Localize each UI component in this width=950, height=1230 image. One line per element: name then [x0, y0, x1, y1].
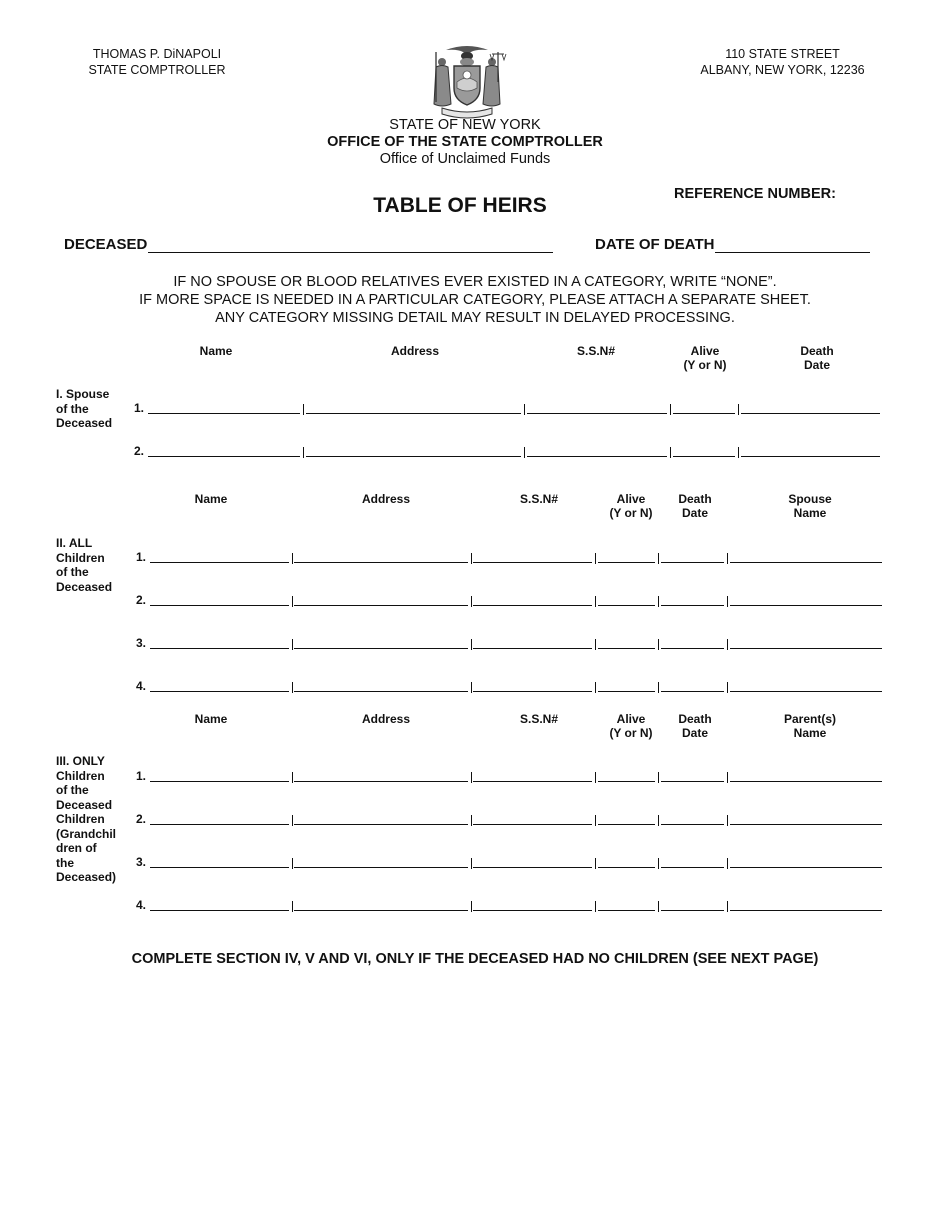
field-separator — [658, 682, 659, 693]
fill-in-field[interactable] — [741, 402, 880, 414]
new-york-state-seal-icon — [424, 42, 510, 120]
section-label-line: I. Spouse — [56, 387, 110, 401]
fill-in-field[interactable] — [148, 445, 300, 457]
column-header-line: (Y or N) — [609, 726, 653, 740]
column-header-line: Parent(s) — [783, 712, 837, 726]
field-separator — [738, 447, 739, 458]
fill-in-field[interactable] — [730, 551, 882, 563]
page-title: TABLE OF HEIRS — [373, 194, 547, 217]
fill-in-field[interactable] — [741, 445, 880, 457]
column-header — [683, 344, 726, 372]
field-separator — [738, 404, 739, 415]
office-address-block — [690, 47, 875, 78]
column-header-line: Death — [678, 712, 712, 726]
section-label-line: of the — [56, 783, 89, 797]
fill-in-field[interactable] — [150, 899, 289, 911]
field-separator — [471, 682, 472, 693]
field-separator — [595, 553, 596, 564]
fill-in-field[interactable] — [730, 770, 882, 782]
field-separator — [670, 404, 671, 415]
address-street: 110 STATE STREET — [725, 47, 840, 61]
column-header-line: (Y or N) — [609, 506, 653, 520]
column-header — [784, 712, 836, 740]
column-header — [800, 344, 833, 372]
fill-in-field[interactable] — [294, 680, 468, 692]
field-separator — [595, 815, 596, 826]
fill-in-field[interactable] — [598, 856, 655, 868]
column-header-line: S.S.N# — [519, 712, 559, 726]
fill-in-field[interactable] — [598, 551, 655, 563]
fill-in-field[interactable] — [730, 899, 882, 911]
deceased-input-line[interactable] — [148, 240, 553, 253]
deceased-label: DECEASED — [64, 236, 148, 253]
field-separator — [524, 447, 525, 458]
column-header — [609, 712, 652, 740]
fill-in-field[interactable] — [473, 813, 592, 825]
section-label-line: Children — [56, 812, 105, 826]
fill-in-field[interactable] — [661, 551, 724, 563]
field-separator — [471, 596, 472, 607]
section-label — [56, 536, 131, 594]
fill-in-field[interactable] — [598, 813, 655, 825]
field-separator — [658, 901, 659, 912]
field-separator — [595, 858, 596, 869]
column-header — [200, 344, 233, 358]
row-number: 4. — [136, 898, 147, 912]
field-separator — [727, 815, 728, 826]
fill-in-field[interactable] — [527, 402, 667, 414]
fill-in-field[interactable] — [306, 445, 521, 457]
section-label-line: of the — [56, 401, 89, 416]
row-number: 2. — [134, 444, 145, 458]
field-separator — [595, 596, 596, 607]
field-separator — [727, 639, 728, 650]
fill-in-field[interactable] — [294, 551, 468, 563]
fill-in-field[interactable] — [473, 856, 592, 868]
field-separator — [595, 639, 596, 650]
field-separator — [292, 639, 293, 650]
date-of-death-label: DATE OF DEATH — [595, 236, 715, 253]
footer-note: COMPLETE SECTION IV, V AND VI, ONLY IF THE DECEASED HAD NO CHILDREN (SEE NEXT PAGE) — [131, 951, 819, 967]
column-header-line: Name — [793, 726, 827, 740]
column-header — [520, 492, 558, 506]
fill-in-field[interactable] — [150, 637, 289, 649]
column-header-line: Alive — [690, 344, 720, 358]
field-separator — [524, 404, 525, 415]
fill-in-field[interactable] — [306, 402, 521, 414]
field-separator — [292, 901, 293, 912]
fill-in-field[interactable] — [150, 770, 289, 782]
comptroller-name: THOMAS P. DiNAPOLI — [92, 47, 222, 61]
fill-in-field[interactable] — [294, 594, 468, 606]
column-header — [195, 712, 228, 726]
field-separator — [471, 639, 472, 650]
fill-in-field[interactable] — [150, 551, 289, 563]
column-header — [609, 492, 652, 520]
office-division: Office of Unclaimed Funds — [379, 151, 551, 167]
field-separator — [727, 772, 728, 783]
section-label-line: Deceased — [56, 797, 113, 812]
section-label-line: the — [56, 855, 74, 870]
date-of-death-input-line[interactable] — [715, 240, 870, 253]
fill-in-field[interactable] — [598, 680, 655, 692]
section-label-line: Children — [56, 768, 105, 783]
column-header-line: Alive — [616, 712, 646, 726]
column-header-line: Address — [361, 712, 411, 726]
field-separator — [727, 901, 728, 912]
field-separator — [292, 772, 293, 783]
field-separator — [292, 858, 293, 869]
field-separator — [292, 553, 293, 564]
section-label-line: (Grandchil — [56, 826, 117, 841]
office-heading — [225, 117, 705, 168]
column-header — [362, 712, 410, 726]
fill-in-field[interactable] — [150, 813, 289, 825]
field-separator — [658, 553, 659, 564]
field-separator — [595, 682, 596, 693]
field-separator — [595, 772, 596, 783]
section-label-line: II. ALL — [56, 536, 93, 550]
comptroller-name-block — [82, 47, 232, 78]
field-separator — [292, 596, 293, 607]
fill-in-field[interactable] — [730, 856, 882, 868]
fill-in-field[interactable] — [473, 680, 592, 692]
column-header-line: Date — [681, 506, 708, 520]
fill-in-field[interactable] — [661, 594, 724, 606]
field-separator — [727, 553, 728, 564]
fill-in-field[interactable] — [473, 637, 592, 649]
column-header-line: Address — [361, 492, 411, 506]
field-separator — [303, 404, 304, 415]
row-number: 1. — [136, 769, 147, 783]
column-header — [678, 492, 711, 520]
fill-in-field[interactable] — [294, 899, 468, 911]
field-separator — [292, 682, 293, 693]
state-name: STATE OF NEW YORK — [389, 117, 541, 133]
field-separator — [658, 772, 659, 783]
fill-in-field[interactable] — [294, 770, 468, 782]
column-header-line: Date — [803, 358, 830, 372]
fill-in-field[interactable] — [598, 770, 655, 782]
fill-in-field[interactable] — [598, 594, 655, 606]
column-header-line: Address — [390, 344, 440, 358]
address-city: ALBANY, NEW YORK, 12236 — [700, 62, 865, 77]
column-header-line: Death — [678, 492, 712, 506]
fill-in-field[interactable] — [730, 637, 882, 649]
row-number: 3. — [136, 855, 147, 869]
field-separator — [595, 901, 596, 912]
field-separator — [292, 815, 293, 826]
field-separator — [658, 815, 659, 826]
field-separator — [471, 553, 472, 564]
column-header-line: S.S.N# — [576, 344, 616, 358]
reference-number-label: REFERENCE NUMBER: — [674, 186, 836, 202]
row-number: 2. — [136, 593, 147, 607]
instruction-line: IF NO SPOUSE OR BLOOD RELATIVES EVER EXISTED IN A CATEGORY, WRITE “NONE”. — [173, 274, 777, 290]
office-name: OFFICE OF THE STATE COMPTROLLER — [327, 134, 603, 150]
section-label-line: of the — [56, 565, 89, 579]
column-header — [520, 712, 558, 726]
column-header-line: Name — [194, 712, 228, 726]
fill-in-field[interactable] — [150, 594, 289, 606]
section-label-line: Deceased) — [56, 870, 117, 884]
section-label — [56, 387, 131, 431]
fill-in-field[interactable] — [730, 813, 882, 825]
column-header — [362, 492, 410, 506]
section-label — [56, 754, 131, 885]
date-of-death-field — [595, 236, 870, 253]
deceased-field — [64, 236, 553, 253]
column-header-line: Name — [194, 492, 228, 506]
field-separator — [727, 682, 728, 693]
column-header-line: Name — [793, 506, 827, 520]
fill-in-field[interactable] — [661, 899, 724, 911]
section-label-line: dren of — [56, 841, 97, 855]
field-separator — [727, 596, 728, 607]
field-separator — [471, 858, 472, 869]
column-header-line: Alive — [616, 492, 646, 506]
section-label-line: Deceased — [56, 416, 113, 430]
fill-in-field[interactable] — [730, 680, 882, 692]
fill-in-field[interactable] — [148, 402, 300, 414]
fill-in-field[interactable] — [661, 770, 724, 782]
field-separator — [658, 596, 659, 607]
instruction-line: ANY CATEGORY MISSING DETAIL MAY RESULT IN DELAYED PROCESSING. — [215, 310, 735, 326]
fill-in-field[interactable] — [661, 680, 724, 692]
section-label-line: Children — [56, 550, 105, 565]
field-separator — [471, 901, 472, 912]
fill-in-field[interactable] — [598, 637, 655, 649]
fill-in-field[interactable] — [473, 770, 592, 782]
fill-in-field[interactable] — [294, 637, 468, 649]
column-header-line: Date — [681, 726, 708, 740]
fill-in-field[interactable] — [150, 856, 289, 868]
column-header — [577, 344, 615, 358]
fill-in-field[interactable] — [473, 899, 592, 911]
fill-in-field[interactable] — [661, 813, 724, 825]
field-separator — [727, 858, 728, 869]
instructions — [60, 273, 890, 327]
field-separator — [303, 447, 304, 458]
row-number: 2. — [136, 812, 147, 826]
fill-in-field[interactable] — [527, 445, 667, 457]
column-header-line: Name — [199, 344, 233, 358]
column-header-line: (Y or N) — [683, 358, 727, 372]
column-header-line: Death — [800, 344, 834, 358]
row-number: 1. — [136, 550, 147, 564]
fill-in-field[interactable] — [673, 445, 735, 457]
fill-in-field[interactable] — [294, 813, 468, 825]
column-header-line: S.S.N# — [519, 492, 559, 506]
field-separator — [670, 447, 671, 458]
row-number: 1. — [134, 401, 145, 415]
fill-in-field[interactable] — [661, 637, 724, 649]
fill-in-field[interactable] — [473, 551, 592, 563]
fill-in-field[interactable] — [598, 899, 655, 911]
fill-in-field[interactable] — [730, 594, 882, 606]
column-header — [788, 492, 831, 520]
row-number: 3. — [136, 636, 147, 650]
instruction-line: IF MORE SPACE IS NEEDED IN A PARTICULAR CATEGORY, PLEASE ATTACH A SEPARATE SHEET. — [139, 292, 811, 308]
field-separator — [471, 772, 472, 783]
column-header — [391, 344, 439, 358]
section-label-line: Deceased — [56, 579, 113, 594]
fill-in-field[interactable] — [294, 856, 468, 868]
field-separator — [658, 858, 659, 869]
field-separator — [471, 815, 472, 826]
column-header — [195, 492, 228, 506]
comptroller-title: STATE COMPTROLLER — [88, 62, 226, 77]
fill-in-field[interactable] — [150, 680, 289, 692]
fill-in-field[interactable] — [661, 856, 724, 868]
fill-in-field[interactable] — [673, 402, 735, 414]
fill-in-field[interactable] — [473, 594, 592, 606]
field-separator — [658, 639, 659, 650]
column-header-line: Spouse — [788, 492, 832, 506]
column-header — [678, 712, 711, 740]
section-label-line: III. ONLY — [56, 754, 105, 768]
row-number: 4. — [136, 679, 147, 693]
